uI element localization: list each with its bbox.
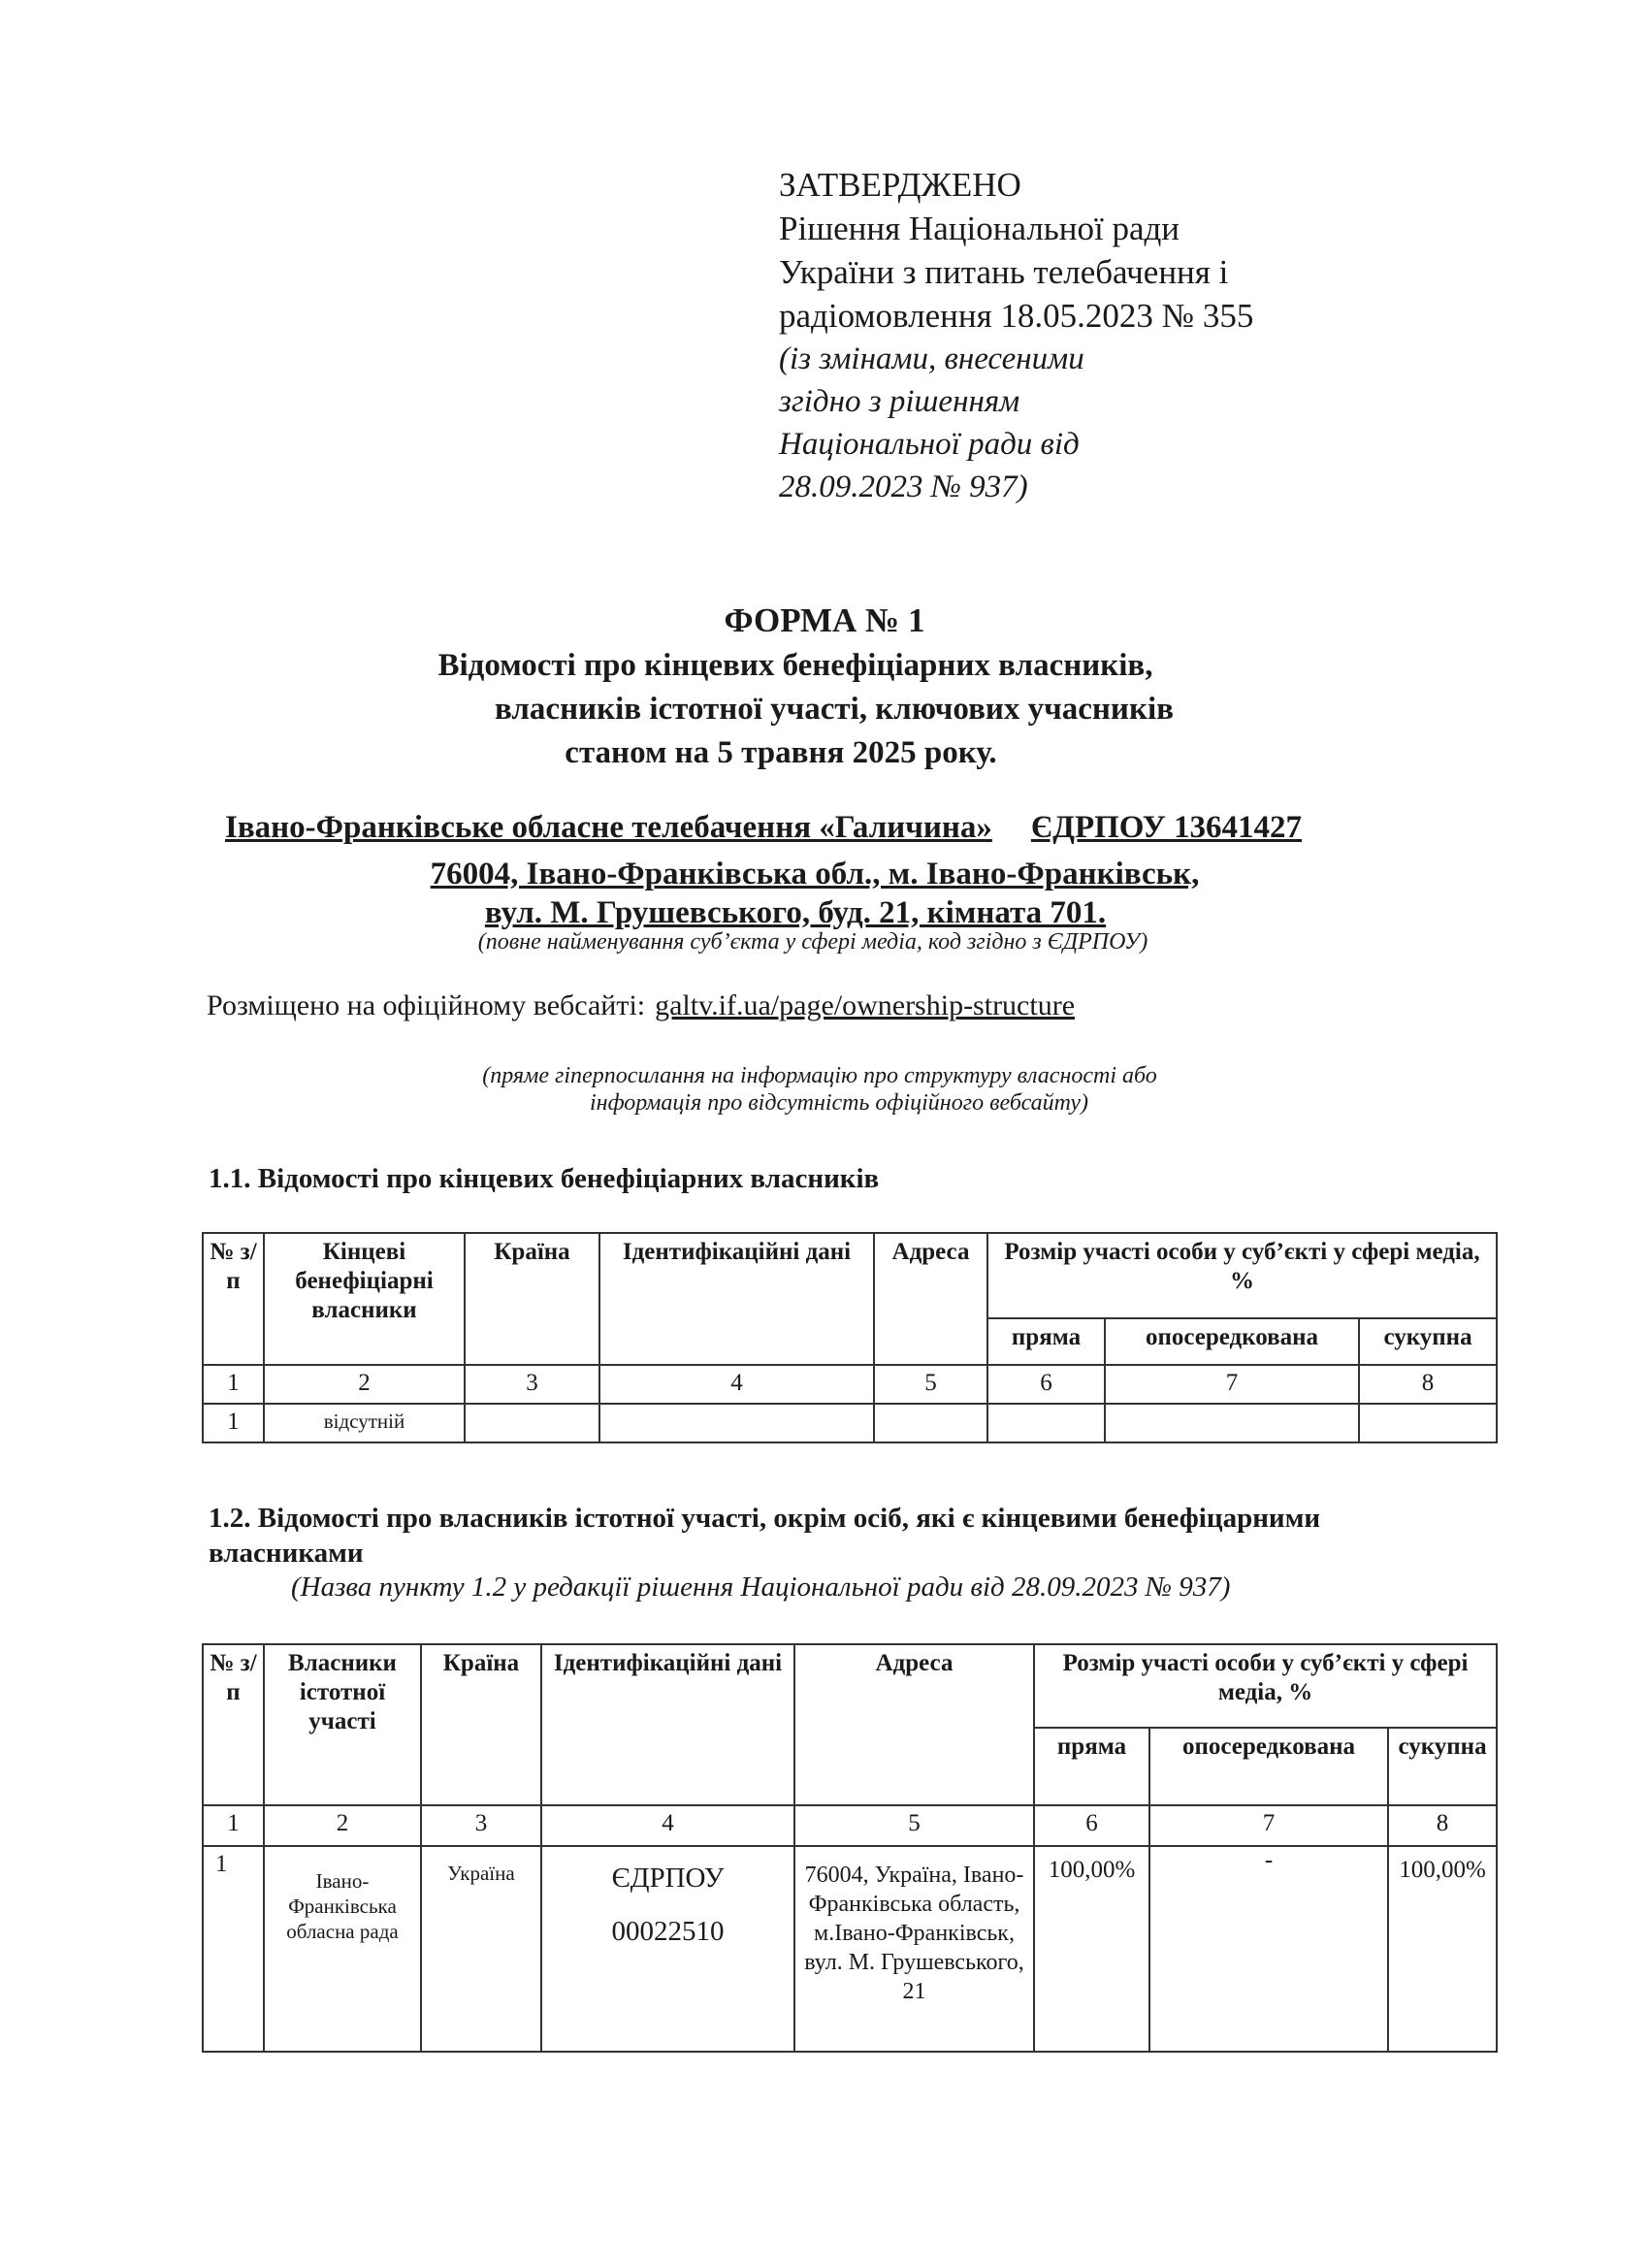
col-header-share-group: Розмір участі особи у суб’єкті у сфері медіа, % <box>1034 1644 1497 1728</box>
col-header-num: № з/п <box>203 1233 264 1365</box>
owner-cell: відсутній <box>264 1404 465 1442</box>
index-cell: 7 <box>1105 1365 1359 1404</box>
id-label: ЄДРПОУ <box>611 1863 725 1894</box>
direct-cell: 100,00% <box>1034 1846 1149 2052</box>
total-cell: 100,00% <box>1388 1846 1497 2052</box>
index-cell: 4 <box>541 1805 794 1846</box>
col-header-owners: Кінцеві бенефіціарні власники <box>264 1233 465 1365</box>
row-num: 1 <box>203 1846 264 2052</box>
beneficial-owners-table <box>202 1232 1498 1443</box>
entity-address-line: 76004, Івано-Франківська обл., м. Івано-Франківськ, <box>430 857 1200 891</box>
website-caption: інформація про відсутність офіційного вебсайту) <box>590 1090 1088 1116</box>
approval-title: ЗАТВЕРДЖЕНО <box>779 166 1021 204</box>
col-header-share-group: Розмір участі особи у суб’єкті у сфері медіа, % <box>987 1233 1497 1318</box>
direct-cell <box>987 1404 1105 1442</box>
index-row <box>203 1805 1497 1846</box>
col-header-country: Країна <box>465 1233 599 1365</box>
index-cell: 7 <box>1149 1805 1388 1846</box>
significant-owners-table <box>202 1643 1498 2053</box>
index-cell: 4 <box>599 1365 874 1404</box>
entity-caption: (повне найменування суб’єкта у сфері медіа, код згідно з ЄДРПОУ) <box>477 929 1148 955</box>
entity-name: Івано-Франківське обласне телебачення «Галичина» <box>225 810 992 845</box>
col-header-indirect: опосередкована <box>1149 1728 1388 1805</box>
section-heading-1-1: 1.1. Відомості про кінцевих бенефіціарних власників <box>209 1163 880 1194</box>
entity-code: ЄДРПОУ 13641427 <box>1030 810 1303 845</box>
country-cell: Україна <box>421 1846 541 2052</box>
index-cell: 5 <box>794 1805 1034 1846</box>
amendment-line: Національної ради від <box>779 427 1080 462</box>
address-cell: 76004, Україна, Івано-Франківська область, м.Івано-Франківськ, вул. М. Грушевського, 21 <box>794 1846 1034 2052</box>
col-header-total: сукупна <box>1388 1728 1497 1805</box>
col-header-owners: Власники істотної участі <box>264 1644 421 1805</box>
approval-block <box>779 163 1253 508</box>
index-cell: 1 <box>203 1805 264 1846</box>
index-cell: 3 <box>421 1805 541 1846</box>
approval-line: України з питань телебачення і <box>779 253 1229 291</box>
index-cell: 2 <box>264 1365 465 1404</box>
section-note: (Назва пункту 1.2 у редакції рішення Національної ради від 28.09.2023 № 937) <box>291 1571 1231 1603</box>
indirect-cell: - <box>1149 1846 1388 2052</box>
country-cell <box>465 1404 599 1442</box>
index-row <box>203 1365 1497 1404</box>
id-value: 00022510 <box>611 1916 725 1947</box>
website-link[interactable]: galtv.if.ua/page/ownership-structure <box>655 989 1076 1021</box>
col-header-country: Країна <box>421 1644 541 1805</box>
amendment-line: 28.09.2023 № 937) <box>779 470 1028 504</box>
index-cell: 8 <box>1388 1805 1497 1846</box>
col-header-id: Ідентифікаційні дані <box>599 1233 874 1365</box>
website-label: Розміщено на офіційному вебсайті: <box>207 989 646 1021</box>
amendment-line: (із змінами, внесеними <box>779 341 1084 376</box>
form-title-line: власників істотної участі, ключових учасників <box>495 692 1174 727</box>
table-row <box>203 1846 1497 2052</box>
approval-line: радіомовлення 18.05.2023 № 355 <box>779 297 1254 335</box>
col-header-direct: пряма <box>987 1318 1105 1365</box>
section-heading-1-2: 1.2. Відомості про власників істотної участі, окрім осіб, які є кінцевими бенефіцарними власниками <box>209 1503 1321 1569</box>
col-header-address: Адреса <box>794 1644 1034 1805</box>
id-cell <box>541 1846 794 2052</box>
approval-line: Рішення Національної ради <box>779 210 1180 247</box>
id-cell <box>599 1404 874 1442</box>
col-header-indirect: опосередкована <box>1105 1318 1359 1365</box>
entity-name-line <box>225 810 1302 846</box>
form-date-line: станом на 5 травня 2025 року. <box>565 735 997 770</box>
owner-cell: Івано-Франківська обласна рада <box>264 1846 421 2052</box>
website-caption: (пряме гіперпосилання на інформацію про структуру власності або <box>482 1063 1157 1088</box>
index-cell: 3 <box>465 1365 599 1404</box>
indirect-cell <box>1105 1404 1359 1442</box>
col-header-total: сукупна <box>1359 1318 1497 1365</box>
col-header-address: Адреса <box>874 1233 987 1365</box>
col-header-id: Ідентифікаційні дані <box>541 1644 794 1805</box>
table-row <box>203 1404 1497 1442</box>
index-cell: 6 <box>1034 1805 1149 1846</box>
total-cell <box>1359 1404 1497 1442</box>
form-number: ФОРМА № 1 <box>724 601 925 639</box>
index-cell: 6 <box>987 1365 1105 1404</box>
index-cell: 1 <box>203 1365 264 1404</box>
index-cell: 8 <box>1359 1365 1497 1404</box>
index-cell: 2 <box>264 1805 421 1846</box>
website-row <box>207 989 1075 1022</box>
entity-address-line: вул. М. Грушевського, буд. 21, кімната 701. <box>484 895 1107 930</box>
col-header-direct: пряма <box>1034 1728 1149 1805</box>
form-title-line: Відомості про кінцевих бенефіціарних власників, <box>437 648 1153 683</box>
row-num: 1 <box>203 1404 264 1442</box>
address-cell <box>874 1404 987 1442</box>
amendment-line: згідно з рішенням <box>779 384 1020 419</box>
index-cell: 5 <box>874 1365 987 1404</box>
col-header-num: № з/п <box>203 1644 264 1805</box>
